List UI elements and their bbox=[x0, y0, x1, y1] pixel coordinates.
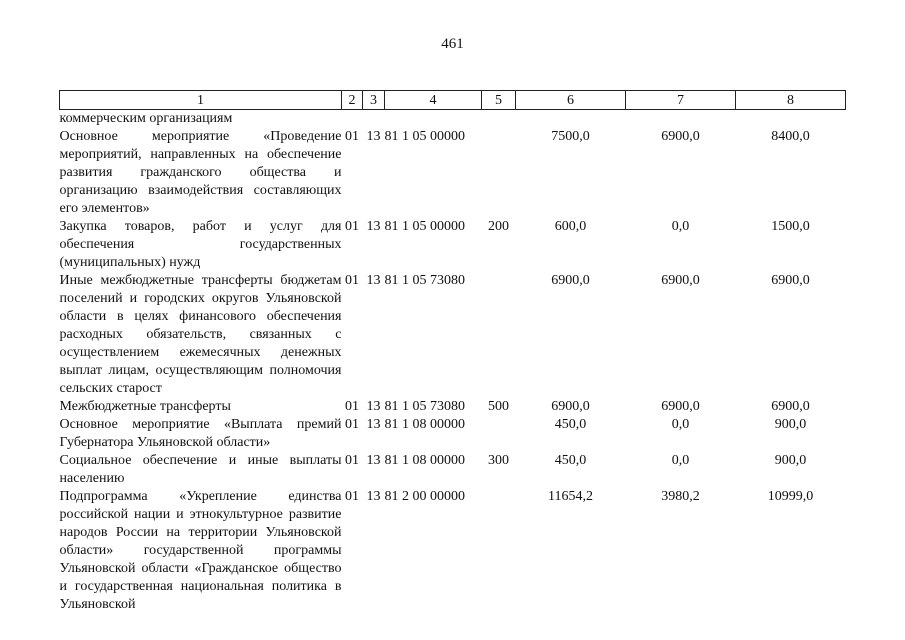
section-code bbox=[342, 110, 363, 129]
section-code: 01 bbox=[345, 129, 359, 144]
amount-col6: 11654,2 bbox=[548, 489, 593, 504]
amount-col7: 0,0 bbox=[671, 417, 690, 432]
target-article-code bbox=[385, 110, 482, 129]
amount-col6: 6900,0 bbox=[551, 399, 590, 414]
table-row bbox=[60, 218, 846, 272]
amount-col7: 6900,0 bbox=[661, 273, 700, 288]
row-description: Основное мероприятие «Проведение мероприятий, направленных на обеспечение развития гражданского общества и организацию взаимодействия составляющих его элементов» bbox=[59, 129, 342, 216]
subsection-code: 13 bbox=[366, 219, 381, 234]
section-code: 01 bbox=[345, 219, 359, 234]
table-row bbox=[60, 398, 846, 416]
amount-col7: 0,0 bbox=[671, 219, 690, 234]
expense-type-code bbox=[482, 272, 516, 398]
target-article-code: 81 1 08 00000 bbox=[384, 417, 465, 432]
column-header: 4 bbox=[385, 91, 482, 110]
subsection-code bbox=[363, 110, 385, 129]
row-description: коммерческим организациям bbox=[59, 111, 233, 126]
page-number: 461 bbox=[441, 36, 464, 52]
expense-type-code: 300 bbox=[488, 453, 509, 468]
subsection-code: 13 bbox=[366, 273, 381, 288]
section-code: 01 bbox=[345, 273, 359, 288]
expense-type-code bbox=[482, 128, 516, 218]
column-header: 5 bbox=[482, 91, 516, 110]
row-description: Иные межбюджетные трансферты бюджетам поселений и городских округов Ульяновской области в целях финансового обеспечения расходных обязательств, связанных с осуществлением ежемесячных денежных выплат лицам, осуществляющим полномочия сельских старост bbox=[59, 273, 342, 396]
column-header: 6 bbox=[516, 91, 626, 110]
column-header: 2 bbox=[342, 91, 363, 110]
expense-type-code bbox=[482, 416, 516, 452]
section-code: 01 bbox=[345, 489, 359, 504]
row-description: Межбюджетные трансферты bbox=[59, 399, 231, 414]
expense-type-code: 200 bbox=[488, 219, 509, 234]
row-description: Подпрограмма «Укрепление единства российской нации и этнокультурное развитие народов России на территории Ульяновской области» государственной программы Ульяновской области «Гражданское общество и государственная национальная политика в Ульяновской bbox=[59, 489, 342, 612]
table-row bbox=[60, 416, 846, 452]
amount-col6: 450,0 bbox=[554, 453, 587, 468]
row-description: Социальное обеспечение и иные выплаты населению bbox=[59, 453, 342, 486]
amount-col8: 6900,0 bbox=[771, 273, 810, 288]
expense-type-code: 500 bbox=[488, 399, 509, 414]
target-article-code: 81 2 00 00000 bbox=[384, 489, 465, 504]
expense-type-code bbox=[482, 488, 516, 614]
column-header: 8 bbox=[736, 91, 846, 110]
amount-col6: 450,0 bbox=[554, 417, 587, 432]
subsection-code: 13 bbox=[366, 129, 381, 144]
section-code: 01 bbox=[345, 453, 359, 468]
amount-col6: 6900,0 bbox=[551, 273, 590, 288]
amount-col6 bbox=[516, 110, 626, 129]
amount-col7: 0,0 bbox=[671, 453, 690, 468]
target-article-code: 81 1 05 73080 bbox=[384, 273, 465, 288]
table-row bbox=[60, 110, 846, 129]
amount-col7: 3980,2 bbox=[661, 489, 700, 504]
section-code: 01 bbox=[345, 399, 359, 414]
row-description: Основное мероприятие «Выплата премий Губернатора Ульяновской области» bbox=[59, 417, 342, 450]
amount-col8: 900,0 bbox=[774, 417, 807, 432]
amount-col7: 6900,0 bbox=[661, 129, 700, 144]
section-code: 01 bbox=[345, 417, 359, 432]
budget-table bbox=[59, 90, 846, 614]
amount-col8: 6900,0 bbox=[771, 399, 810, 414]
row-description: Закупка товаров, работ и услуг для обеспечения государственных (муниципальных) нужд bbox=[59, 219, 342, 270]
table-row bbox=[60, 452, 846, 488]
table-row bbox=[60, 128, 846, 218]
header-row bbox=[60, 91, 846, 110]
target-article-code: 81 1 05 00000 bbox=[384, 219, 465, 234]
target-article-code: 81 1 05 73080 bbox=[384, 399, 465, 414]
amount-col8: 900,0 bbox=[774, 453, 807, 468]
subsection-code: 13 bbox=[366, 489, 381, 504]
subsection-code: 13 bbox=[366, 417, 381, 432]
target-article-code: 81 1 05 00000 bbox=[384, 129, 465, 144]
amount-col8: 8400,0 bbox=[771, 129, 810, 144]
expense-type-code bbox=[482, 110, 516, 129]
subsection-code: 13 bbox=[366, 453, 381, 468]
amount-col6: 7500,0 bbox=[551, 129, 590, 144]
table-row bbox=[60, 272, 846, 398]
subsection-code: 13 bbox=[366, 399, 381, 414]
table-row bbox=[60, 488, 846, 614]
amount-col8 bbox=[736, 110, 846, 129]
amount-col7 bbox=[626, 110, 736, 129]
amount-col8: 1500,0 bbox=[771, 219, 810, 234]
amount-col6: 600,0 bbox=[554, 219, 587, 234]
column-header: 1 bbox=[60, 91, 342, 110]
column-header: 3 bbox=[363, 91, 385, 110]
target-article-code: 81 1 08 00000 bbox=[384, 453, 465, 468]
amount-col7: 6900,0 bbox=[661, 399, 700, 414]
amount-col8: 10999,0 bbox=[767, 489, 814, 504]
column-header: 7 bbox=[626, 91, 736, 110]
